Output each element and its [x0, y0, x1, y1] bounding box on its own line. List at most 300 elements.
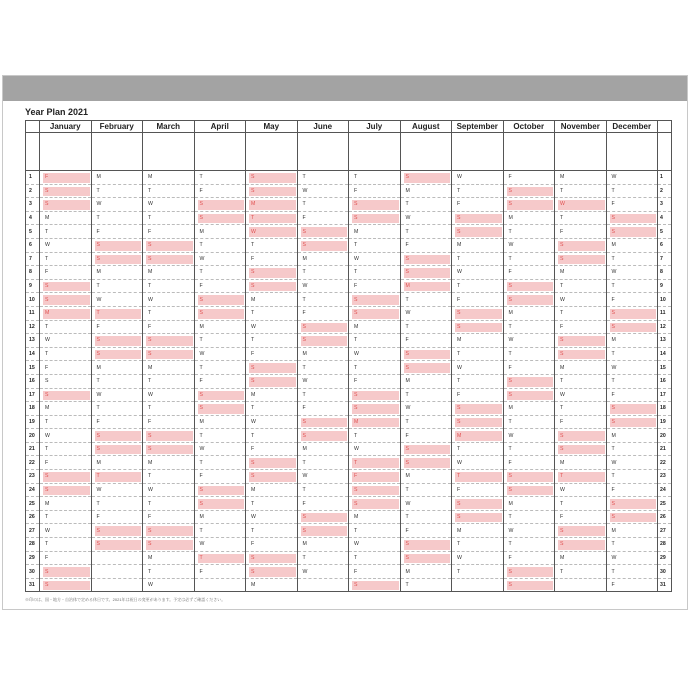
calendar-cell[interactable] — [555, 347, 607, 361]
calendar-cell[interactable] — [297, 198, 349, 212]
calendar-cell[interactable] — [143, 510, 195, 524]
calendar-cell[interactable] — [143, 347, 195, 361]
calendar-cell[interactable] — [606, 551, 658, 565]
calendar-cell[interactable] — [91, 293, 143, 307]
calendar-cell[interactable] — [400, 184, 452, 198]
calendar-cell[interactable] — [503, 266, 555, 280]
calendar-cell[interactable] — [503, 334, 555, 348]
calendar-cell[interactable] — [503, 524, 555, 538]
calendar-cell[interactable] — [400, 225, 452, 239]
calendar-cell[interactable] — [400, 211, 452, 225]
calendar-cell[interactable] — [91, 497, 143, 511]
calendar-cell[interactable] — [452, 415, 504, 429]
calendar-cell[interactable] — [452, 497, 504, 511]
calendar-cell[interactable] — [40, 415, 92, 429]
calendar-cell[interactable] — [40, 538, 92, 552]
calendar-cell[interactable] — [606, 483, 658, 497]
calendar-cell[interactable] — [246, 415, 298, 429]
calendar-cell-empty[interactable] — [297, 578, 349, 592]
calendar-cell[interactable] — [452, 279, 504, 293]
calendar-cell[interactable] — [143, 524, 195, 538]
calendar-cell[interactable] — [555, 510, 607, 524]
calendar-cell[interactable] — [555, 551, 607, 565]
calendar-cell[interactable] — [143, 565, 195, 579]
calendar-cell[interactable] — [143, 334, 195, 348]
calendar-cell[interactable] — [91, 402, 143, 416]
calendar-cell[interactable] — [194, 184, 246, 198]
calendar-cell[interactable] — [194, 252, 246, 266]
calendar-cell[interactable] — [606, 252, 658, 266]
calendar-cell[interactable] — [349, 483, 401, 497]
calendar-cell[interactable] — [606, 184, 658, 198]
calendar-cell[interactable] — [246, 171, 298, 185]
calendar-cell[interactable] — [246, 184, 298, 198]
calendar-cell[interactable] — [555, 388, 607, 402]
calendar-cell[interactable] — [400, 388, 452, 402]
calendar-cell[interactable] — [143, 470, 195, 484]
calendar-cell[interactable] — [555, 538, 607, 552]
calendar-cell[interactable] — [349, 266, 401, 280]
calendar-cell[interactable] — [194, 429, 246, 443]
calendar-cell[interactable] — [555, 470, 607, 484]
calendar-cell[interactable] — [246, 211, 298, 225]
calendar-cell[interactable] — [452, 442, 504, 456]
calendar-cell[interactable] — [246, 402, 298, 416]
calendar-cell[interactable] — [91, 320, 143, 334]
calendar-cell[interactable] — [503, 429, 555, 443]
calendar-cell[interactable] — [91, 225, 143, 239]
calendar-cell[interactable] — [503, 470, 555, 484]
calendar-cell[interactable] — [349, 225, 401, 239]
calendar-cell[interactable] — [297, 456, 349, 470]
calendar-cell[interactable] — [400, 238, 452, 252]
calendar-cell[interactable] — [194, 551, 246, 565]
calendar-cell[interactable] — [400, 483, 452, 497]
calendar-cell[interactable] — [143, 306, 195, 320]
calendar-cell[interactable] — [246, 279, 298, 293]
calendar-cell[interactable] — [400, 402, 452, 416]
calendar-cell[interactable] — [503, 252, 555, 266]
calendar-cell[interactable] — [555, 184, 607, 198]
calendar-cell[interactable] — [143, 538, 195, 552]
calendar-cell[interactable] — [297, 279, 349, 293]
calendar-cell[interactable] — [452, 524, 504, 538]
calendar-cell[interactable] — [91, 171, 143, 185]
calendar-cell[interactable] — [606, 279, 658, 293]
calendar-cell[interactable] — [297, 442, 349, 456]
calendar-cell[interactable] — [606, 361, 658, 375]
calendar-cell[interactable] — [143, 211, 195, 225]
calendar-cell[interactable] — [143, 320, 195, 334]
calendar-cell[interactable] — [503, 347, 555, 361]
calendar-cell[interactable] — [503, 483, 555, 497]
calendar-cell[interactable] — [555, 442, 607, 456]
calendar-cell[interactable] — [349, 374, 401, 388]
calendar-cell[interactable] — [194, 306, 246, 320]
calendar-cell[interactable] — [246, 483, 298, 497]
calendar-cell[interactable] — [40, 171, 92, 185]
calendar-cell[interactable] — [555, 279, 607, 293]
calendar-cell[interactable] — [40, 252, 92, 266]
calendar-cell[interactable] — [91, 347, 143, 361]
calendar-cell[interactable] — [143, 238, 195, 252]
calendar-cell[interactable] — [143, 497, 195, 511]
calendar-cell[interactable] — [606, 429, 658, 443]
calendar-cell[interactable] — [503, 293, 555, 307]
calendar-cell[interactable] — [246, 497, 298, 511]
calendar-cell[interactable] — [400, 415, 452, 429]
calendar-cell[interactable] — [194, 238, 246, 252]
calendar-cell[interactable] — [91, 456, 143, 470]
calendar-cell[interactable] — [40, 456, 92, 470]
calendar-cell[interactable] — [91, 361, 143, 375]
calendar-cell[interactable] — [40, 551, 92, 565]
calendar-cell-empty[interactable] — [452, 578, 504, 592]
calendar-cell[interactable] — [503, 361, 555, 375]
calendar-cell[interactable] — [555, 402, 607, 416]
calendar-cell[interactable] — [452, 266, 504, 280]
calendar-cell[interactable] — [194, 483, 246, 497]
calendar-cell[interactable] — [555, 456, 607, 470]
calendar-cell[interactable] — [503, 565, 555, 579]
calendar-cell[interactable] — [452, 306, 504, 320]
calendar-cell[interactable] — [246, 266, 298, 280]
calendar-cell[interactable] — [297, 402, 349, 416]
calendar-cell[interactable] — [555, 361, 607, 375]
calendar-cell[interactable] — [194, 415, 246, 429]
calendar-cell[interactable] — [297, 238, 349, 252]
calendar-cell[interactable] — [349, 171, 401, 185]
calendar-cell[interactable] — [503, 578, 555, 592]
calendar-cell[interactable] — [606, 497, 658, 511]
calendar-cell[interactable] — [143, 429, 195, 443]
calendar-cell[interactable] — [503, 171, 555, 185]
calendar-cell[interactable] — [143, 266, 195, 280]
calendar-cell[interactable] — [297, 252, 349, 266]
calendar-cell[interactable] — [194, 470, 246, 484]
calendar-cell[interactable] — [246, 551, 298, 565]
calendar-cell[interactable] — [555, 524, 607, 538]
calendar-cell[interactable] — [452, 238, 504, 252]
calendar-cell[interactable] — [606, 293, 658, 307]
calendar-cell[interactable] — [452, 429, 504, 443]
calendar-cell[interactable] — [349, 198, 401, 212]
calendar-cell[interactable] — [143, 551, 195, 565]
calendar-cell[interactable] — [555, 252, 607, 266]
calendar-cell[interactable] — [91, 483, 143, 497]
calendar-cell[interactable] — [349, 470, 401, 484]
calendar-cell[interactable] — [194, 402, 246, 416]
calendar-cell[interactable] — [555, 211, 607, 225]
calendar-cell[interactable] — [555, 565, 607, 579]
calendar-cell[interactable] — [452, 225, 504, 239]
calendar-cell[interactable] — [503, 442, 555, 456]
calendar-cell[interactable] — [503, 211, 555, 225]
calendar-cell[interactable] — [194, 266, 246, 280]
calendar-cell[interactable] — [91, 524, 143, 538]
calendar-cell[interactable] — [452, 171, 504, 185]
calendar-cell-empty[interactable] — [91, 551, 143, 565]
calendar-cell[interactable] — [40, 211, 92, 225]
calendar-cell[interactable] — [349, 578, 401, 592]
calendar-cell[interactable] — [40, 429, 92, 443]
calendar-cell[interactable] — [40, 334, 92, 348]
calendar-cell[interactable] — [400, 334, 452, 348]
calendar-cell[interactable] — [194, 538, 246, 552]
calendar-cell[interactable] — [606, 442, 658, 456]
calendar-cell[interactable] — [40, 238, 92, 252]
calendar-cell[interactable] — [555, 374, 607, 388]
calendar-cell[interactable] — [246, 578, 298, 592]
calendar-cell[interactable] — [400, 538, 452, 552]
calendar-cell[interactable] — [555, 198, 607, 212]
calendar-cell[interactable] — [606, 388, 658, 402]
calendar-cell[interactable] — [400, 361, 452, 375]
calendar-cell[interactable] — [91, 388, 143, 402]
calendar-cell[interactable] — [297, 470, 349, 484]
calendar-cell[interactable] — [40, 565, 92, 579]
calendar-cell-empty[interactable] — [91, 565, 143, 579]
calendar-cell[interactable] — [349, 497, 401, 511]
calendar-cell[interactable] — [606, 456, 658, 470]
calendar-cell[interactable] — [40, 524, 92, 538]
calendar-cell[interactable] — [194, 293, 246, 307]
calendar-cell[interactable] — [400, 578, 452, 592]
calendar-cell[interactable] — [143, 361, 195, 375]
calendar-cell[interactable] — [143, 456, 195, 470]
calendar-cell[interactable] — [452, 470, 504, 484]
calendar-cell[interactable] — [452, 211, 504, 225]
calendar-cell[interactable] — [349, 456, 401, 470]
calendar-cell[interactable] — [91, 442, 143, 456]
calendar-cell[interactable] — [143, 225, 195, 239]
calendar-cell[interactable] — [400, 293, 452, 307]
calendar-cell[interactable] — [40, 225, 92, 239]
calendar-cell[interactable] — [143, 198, 195, 212]
calendar-cell[interactable] — [297, 347, 349, 361]
calendar-cell[interactable] — [400, 429, 452, 443]
calendar-cell[interactable] — [606, 470, 658, 484]
calendar-cell[interactable] — [246, 538, 298, 552]
calendar-cell[interactable] — [349, 238, 401, 252]
calendar-cell[interactable] — [194, 374, 246, 388]
calendar-cell[interactable] — [606, 320, 658, 334]
calendar-cell[interactable] — [246, 510, 298, 524]
calendar-cell[interactable] — [503, 279, 555, 293]
calendar-cell[interactable] — [606, 198, 658, 212]
calendar-cell[interactable] — [194, 565, 246, 579]
calendar-cell[interactable] — [555, 238, 607, 252]
calendar-cell[interactable] — [452, 320, 504, 334]
calendar-cell[interactable] — [91, 470, 143, 484]
calendar-cell[interactable] — [194, 211, 246, 225]
calendar-cell[interactable] — [91, 415, 143, 429]
calendar-cell[interactable] — [297, 306, 349, 320]
calendar-cell[interactable] — [297, 225, 349, 239]
calendar-cell[interactable] — [143, 252, 195, 266]
calendar-cell[interactable] — [400, 320, 452, 334]
calendar-cell[interactable] — [246, 456, 298, 470]
calendar-cell[interactable] — [40, 578, 92, 592]
calendar-cell[interactable] — [40, 402, 92, 416]
calendar-cell[interactable] — [40, 388, 92, 402]
calendar-cell[interactable] — [606, 225, 658, 239]
calendar-cell[interactable] — [349, 211, 401, 225]
calendar-cell[interactable] — [503, 402, 555, 416]
calendar-cell[interactable] — [503, 388, 555, 402]
calendar-cell[interactable] — [297, 266, 349, 280]
calendar-cell[interactable] — [452, 334, 504, 348]
calendar-cell[interactable] — [297, 184, 349, 198]
calendar-cell[interactable] — [194, 347, 246, 361]
calendar-cell[interactable] — [606, 510, 658, 524]
calendar-cell[interactable] — [40, 184, 92, 198]
calendar-cell[interactable] — [349, 361, 401, 375]
calendar-cell[interactable] — [503, 538, 555, 552]
calendar-cell[interactable] — [297, 320, 349, 334]
calendar-cell[interactable] — [40, 470, 92, 484]
calendar-cell[interactable] — [452, 252, 504, 266]
calendar-cell[interactable] — [194, 279, 246, 293]
calendar-cell[interactable] — [91, 184, 143, 198]
calendar-cell[interactable] — [194, 225, 246, 239]
calendar-cell[interactable] — [349, 252, 401, 266]
calendar-cell[interactable] — [349, 429, 401, 443]
calendar-cell[interactable] — [297, 211, 349, 225]
calendar-cell[interactable] — [143, 374, 195, 388]
calendar-cell[interactable] — [194, 497, 246, 511]
calendar-cell[interactable] — [40, 320, 92, 334]
calendar-cell[interactable] — [143, 279, 195, 293]
calendar-cell[interactable] — [297, 510, 349, 524]
calendar-cell[interactable] — [555, 293, 607, 307]
calendar-cell[interactable] — [400, 442, 452, 456]
calendar-cell[interactable] — [503, 306, 555, 320]
calendar-cell[interactable] — [297, 334, 349, 348]
calendar-cell[interactable] — [503, 198, 555, 212]
calendar-cell[interactable] — [246, 442, 298, 456]
calendar-cell[interactable] — [297, 293, 349, 307]
calendar-cell[interactable] — [91, 374, 143, 388]
calendar-cell[interactable] — [91, 211, 143, 225]
calendar-cell[interactable] — [606, 211, 658, 225]
calendar-cell[interactable] — [40, 361, 92, 375]
calendar-cell[interactable] — [246, 565, 298, 579]
calendar-cell[interactable] — [297, 171, 349, 185]
calendar-cell[interactable] — [297, 429, 349, 443]
calendar-cell-empty[interactable] — [555, 578, 607, 592]
calendar-cell[interactable] — [503, 456, 555, 470]
calendar-cell[interactable] — [503, 510, 555, 524]
calendar-cell[interactable] — [606, 334, 658, 348]
calendar-cell[interactable] — [246, 198, 298, 212]
calendar-cell[interactable] — [297, 551, 349, 565]
calendar-cell[interactable] — [143, 578, 195, 592]
calendar-cell[interactable] — [194, 442, 246, 456]
calendar-cell[interactable] — [555, 415, 607, 429]
calendar-cell[interactable] — [400, 470, 452, 484]
calendar-cell[interactable] — [91, 306, 143, 320]
calendar-cell[interactable] — [143, 293, 195, 307]
calendar-cell[interactable] — [349, 347, 401, 361]
calendar-cell[interactable] — [400, 252, 452, 266]
calendar-cell[interactable] — [91, 266, 143, 280]
calendar-cell[interactable] — [91, 538, 143, 552]
calendar-cell[interactable] — [246, 347, 298, 361]
calendar-cell[interactable] — [246, 306, 298, 320]
calendar-cell[interactable] — [555, 497, 607, 511]
calendar-cell[interactable] — [452, 347, 504, 361]
calendar-cell[interactable] — [143, 415, 195, 429]
calendar-cell[interactable] — [606, 538, 658, 552]
calendar-cell[interactable] — [400, 198, 452, 212]
calendar-cell[interactable] — [555, 171, 607, 185]
calendar-cell[interactable] — [349, 524, 401, 538]
calendar-cell[interactable] — [349, 293, 401, 307]
calendar-cell[interactable] — [246, 524, 298, 538]
calendar-cell[interactable] — [452, 374, 504, 388]
calendar-cell[interactable] — [400, 565, 452, 579]
calendar-cell[interactable] — [91, 198, 143, 212]
calendar-cell[interactable] — [246, 225, 298, 239]
calendar-cell[interactable] — [606, 578, 658, 592]
calendar-cell[interactable] — [143, 388, 195, 402]
calendar-cell[interactable] — [555, 483, 607, 497]
calendar-cell[interactable] — [503, 551, 555, 565]
calendar-cell[interactable] — [246, 252, 298, 266]
calendar-cell-empty[interactable] — [91, 578, 143, 592]
calendar-cell[interactable] — [400, 279, 452, 293]
calendar-cell[interactable] — [40, 347, 92, 361]
calendar-cell[interactable] — [246, 361, 298, 375]
calendar-cell[interactable] — [246, 293, 298, 307]
calendar-cell[interactable] — [40, 374, 92, 388]
calendar-cell[interactable] — [91, 252, 143, 266]
calendar-cell[interactable] — [246, 470, 298, 484]
calendar-cell[interactable] — [297, 497, 349, 511]
calendar-cell[interactable] — [40, 293, 92, 307]
calendar-cell[interactable] — [606, 171, 658, 185]
calendar-cell[interactable] — [452, 388, 504, 402]
calendar-cell[interactable] — [91, 238, 143, 252]
calendar-cell[interactable] — [452, 565, 504, 579]
calendar-cell[interactable] — [349, 510, 401, 524]
calendar-cell[interactable] — [400, 497, 452, 511]
calendar-cell[interactable] — [555, 320, 607, 334]
calendar-cell[interactable] — [91, 334, 143, 348]
calendar-cell[interactable] — [297, 361, 349, 375]
calendar-cell[interactable] — [349, 388, 401, 402]
calendar-cell[interactable] — [91, 510, 143, 524]
calendar-cell[interactable] — [194, 456, 246, 470]
calendar-cell[interactable] — [297, 415, 349, 429]
calendar-cell[interactable] — [349, 402, 401, 416]
calendar-cell[interactable] — [143, 184, 195, 198]
calendar-cell[interactable] — [297, 565, 349, 579]
calendar-cell[interactable] — [400, 306, 452, 320]
calendar-cell[interactable] — [606, 347, 658, 361]
calendar-cell[interactable] — [297, 538, 349, 552]
calendar-cell[interactable] — [503, 497, 555, 511]
calendar-cell[interactable] — [452, 361, 504, 375]
calendar-cell[interactable] — [606, 266, 658, 280]
calendar-cell[interactable] — [400, 551, 452, 565]
calendar-cell[interactable] — [503, 415, 555, 429]
calendar-cell-empty[interactable] — [194, 578, 246, 592]
calendar-cell[interactable] — [452, 293, 504, 307]
calendar-cell[interactable] — [452, 538, 504, 552]
calendar-cell[interactable] — [400, 510, 452, 524]
